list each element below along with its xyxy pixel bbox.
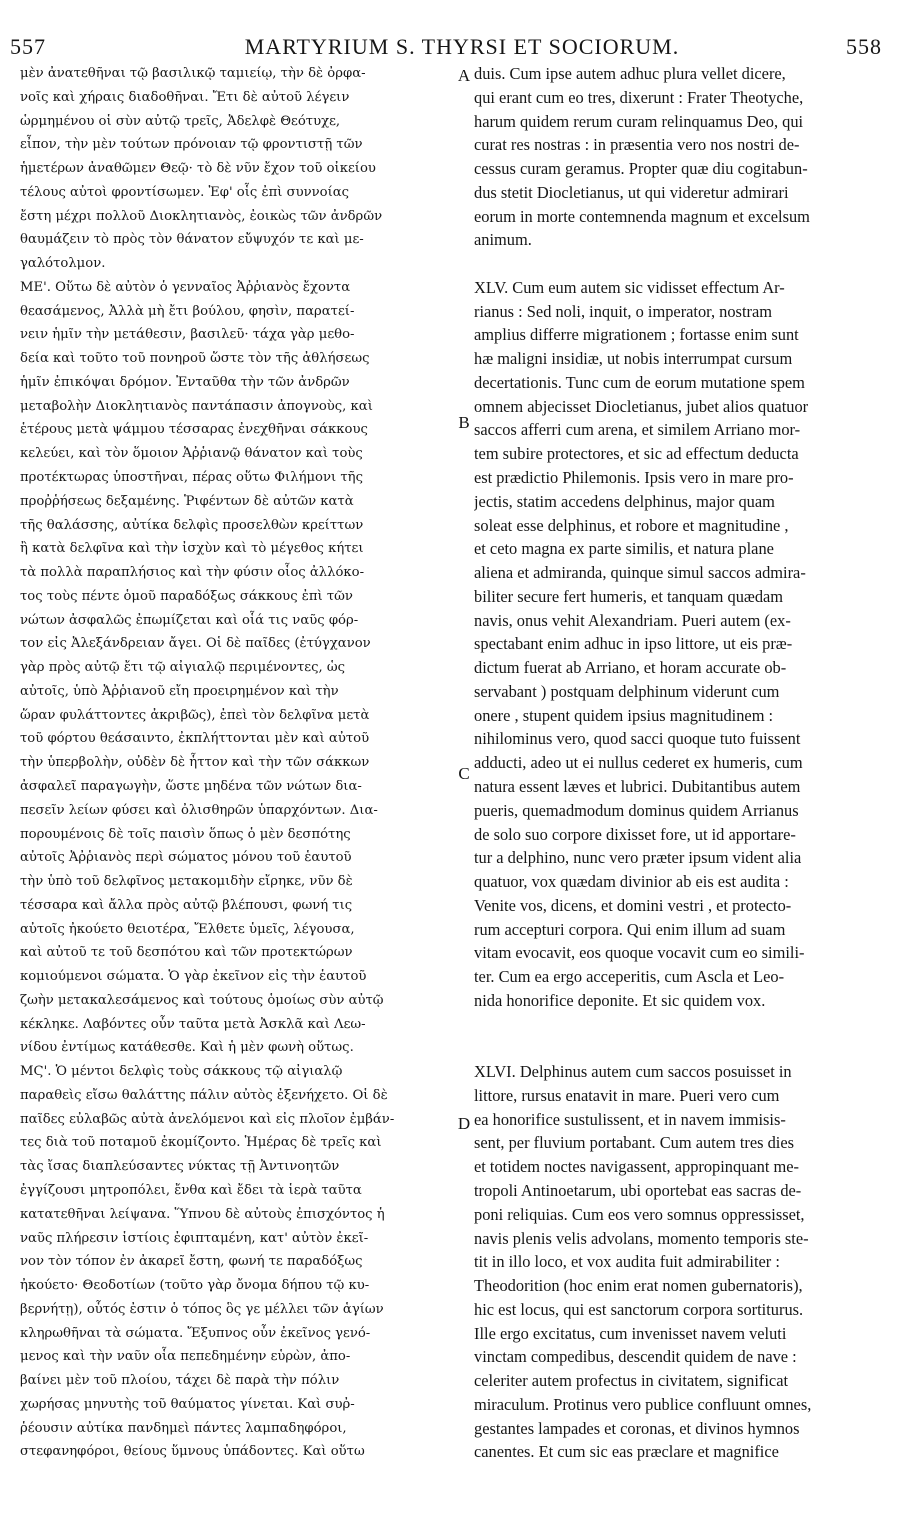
- greek-text-line: νώτων ἀσφαλῶς ἐπωμίζεται καὶ οἷά τις ναῦς φόρ-: [20, 612, 359, 628]
- latin-text-line: soleat esse delphinus, et robore et magnitudine ,: [474, 515, 789, 535]
- latin-text-line: canentes. Et cum sic eas præclare et magnifice: [474, 1442, 779, 1462]
- greek-text-line: ὥραν φυλάττοντες ἀκριβῶς), ἐπεὶ τὸν δελφῖνα μετὰ: [20, 707, 370, 723]
- greek-text-line: θαυμάζειν τὸ πρὸς τὸν θάνατον εὔψυχόν τε καὶ με-: [20, 232, 364, 248]
- latin-text-line: hic est locus, qui est sanctorum corpora sortiturus.: [474, 1299, 804, 1319]
- latin-text-line: et totidem noctes navigassent, appropinquant me-: [474, 1157, 799, 1177]
- greek-text-line: θεασάμενος, Ἀλλὰ μὴ ἔτι βούλου, φησὶν, παρατεί-: [20, 303, 355, 319]
- latin-text-line: nida honorifice deponite. Et sic quidem vox.: [474, 990, 766, 1010]
- latin-text-line: Ille ergo excitatus, cum invenisset navem veluti: [474, 1323, 787, 1343]
- greek-text-line: πορουμένοις δὲ τοῖς παισὶν ὅπως ὁ μὲν δεσπότης: [20, 826, 351, 842]
- latin-text-line: [474, 252, 888, 276]
- latin-text-line: de solo suo corpore dixisset fore, ut id apportare-: [474, 824, 796, 844]
- latin-text-line: [474, 1013, 888, 1037]
- greek-text-line: βερνήτῃ), οὗτός ἐστιν ὁ τόπος ὃς γε μέλλει τῶν ἁγίων: [20, 1301, 384, 1317]
- greek-text-line: παῖδες εὐλαβῶς αὐτὰ ἀνελόμενοι καὶ εἰς πλοῖον ἐμβάν-: [20, 1111, 395, 1127]
- greek-text-line: προῤῥήσεως δεξαμένης. Ῥιφέντων δὲ αὐτῶν κατὰ: [20, 493, 354, 509]
- greek-text-line: χωρήσας μηνυτὴς τοῦ θαύματος γίνεται. Καὶ συῤ-: [20, 1396, 355, 1412]
- latin-text-line: jectis, statim accedens delphinus, major quam: [474, 491, 775, 511]
- latin-text-line: onere , stupent quidem ipsius magnitudinem :: [474, 705, 774, 725]
- latin-text-line: nihilominus vero, quod sacci quoque tuto fuissent: [474, 729, 801, 749]
- greek-text-line: νειν ἡμῖν τὴν μετάθεσιν, βασιλεῦ· τάχα γὰρ μεθο-: [20, 327, 355, 343]
- greek-text-line: μεταβολὴν Διοκλητιανὸς παντάπασιν ἀπογνοὺς, καὶ: [20, 398, 373, 414]
- latin-text-line: Theodorition (hoc enim erat nomen gubernatoris),: [474, 1276, 803, 1296]
- greek-text-line: ΜϚ'. Ὁ μέντοι δελφὶς τοὺς σάκκους τῷ αἰγιαλῷ: [20, 1064, 343, 1080]
- greek-text-line: δεία καὶ τοῦτο τοῦ πονηροῦ ὥστε τὸν τῆς ἀθλήσεως: [20, 351, 370, 367]
- greek-text-line: βαίνει μὲν τοῦ πλοίου, τάχει δὲ παρὰ τὴν πόλιν: [20, 1373, 340, 1389]
- latin-text-line: tem subire protectores, et sic ad effectum deducta: [474, 444, 799, 464]
- latin-text-line: eorum in morte contemnenda magnum et excelsum: [474, 206, 810, 226]
- greek-text-line: ἡμετέρων ἀναθῶμεν Θεῷ· τὸ δὲ νῦν ἔχον τοῦ οἰκείου: [20, 161, 376, 177]
- greek-text-line: μενος καὶ τὴν ναῦν οἷα πεπεδημένην εὑρὼν, ἀπο-: [20, 1349, 351, 1365]
- latin-text-line: ea honorifice sustulissent, et in navem immisis-: [474, 1109, 786, 1129]
- greek-text-line: τῆς θαλάσσης, αὐτίκα δελφὶς προσελθὼν κρείττων: [20, 517, 364, 533]
- latin-text-line: omnem abjecisset Diocletianus, jubet alios quatuor: [474, 396, 809, 416]
- running-title: MARTYRIUM S. THYRSI ET SOCIORUM.: [244, 34, 680, 59]
- greek-text-line: τοῦ φόρτου θεάσαιντο, ἐκπλήττονται μὲν καὶ αὐτοῦ: [20, 731, 370, 747]
- greek-text-line: ἡμῖν ἐπικόψαι δρόμον. Ἐνταῦθα τὴν τῶν ἀνδρῶν: [20, 374, 350, 390]
- greek-text-line: καὶ αὐτοῦ τε τοῦ δεσπότου καὶ τῶν προτεκτώρων: [20, 945, 353, 961]
- greek-text-line: τος τοὺς πέντε ὁμοῦ παραδόξως σάκκους ἐπὶ τῶν: [20, 588, 353, 604]
- margin-letter-c: C: [458, 764, 470, 783]
- latin-text-line: harum quidem rerum curam relinquamus Deo, qui: [474, 111, 804, 131]
- greek-text-line: τὴν ὑπὸ τοῦ δελφῖνος μετακομιδὴν εἴρηκε, νῦν δὲ: [20, 874, 353, 890]
- latin-text-line: natura essent læves et lubrici. Dubitantibus autem: [474, 776, 801, 796]
- latin-text-line: littore, rursus enatavit in mare. Pueri vero cum: [474, 1085, 780, 1105]
- greek-text-line: τὴν ὑπερβολὴν, οὐδὲν δὲ ἧττον καὶ τὴν τῶν σάκκων: [20, 755, 370, 771]
- greek-text-line: τὰ πολλὰ παραπλήσιος καὶ τὴν φύσιν οἷος ἀλλόκο-: [20, 565, 365, 581]
- latin-text-line: Venite vos, dicens, et domini vestri , et protecto-: [474, 895, 792, 915]
- latin-text-line: tur a delphino, nunc vero præter ipsum vident alia: [474, 848, 802, 868]
- latin-text-line: vinctam compedibus, descendit quidem de nave :: [474, 1347, 797, 1367]
- greek-text-line: ἑτέρους μετὰ ψάμμου τέσσαρας ἐνεχθῆναι σάκκους: [20, 422, 368, 438]
- greek-text-line: τέσσαρα καὶ ἄλλα πρὸς αὐτῷ βλέπουσι, φωνή τις: [20, 897, 353, 913]
- latin-text-line: saccos afferri cum arena, et similem Arriano mor-: [474, 420, 801, 440]
- greek-text-line: αὐτοῖς ἠκούετο θειοτέρα, Ἔλθετε ὑμεῖς, λέγουσα,: [20, 921, 355, 937]
- latin-text-line: aliena et admiranda, quinque simul saccos admira-: [474, 563, 806, 583]
- latin-text-line: miraculum. Protinus vero publice confluunt omnes,: [474, 1394, 812, 1414]
- latin-text-line: animum.: [474, 230, 532, 250]
- latin-text-line: rum accepturi corpora. Qui enim illum ad suam: [474, 919, 786, 939]
- greek-text-line: ἀσφαλεῖ παραγωγὴν, ὥστε μηδένα τῶν νώτων δια-: [20, 778, 362, 794]
- margin-letter-a: A: [457, 66, 471, 85]
- greek-text-line: εἶπον, τὴν μὲν τούτων πρόνοιαν τῷ φροντιστῇ τῶν: [20, 137, 363, 153]
- running-header: [0, 22, 924, 62]
- greek-text-line: αὐτοῖς Ἀῤῥιανὸς περὶ σώματος μόνου τοῦ ἑαυτοῦ: [20, 850, 352, 866]
- latin-text-line: quatuor, vox quædam divinior ab eis est audita :: [474, 872, 789, 892]
- latin-text-line: tit in illo loco, et vox audita fuit admirabiliter :: [474, 1252, 780, 1272]
- greek-text-line: κέκληκε. Λαβόντες οὖν ταῦτα μετὰ Ἀσκλᾶ καὶ Λεω-: [20, 1016, 366, 1032]
- greek-text-line: νον τὸν τόπον ἐν ἀκαρεῖ ἔστη, φωνή τε παραδόξως: [20, 1254, 363, 1270]
- latin-text-line: poni reliquias. Cum eos vero somnus oppressisset,: [474, 1204, 805, 1224]
- latin-text-line: curat res nostras : in præsentia vero nos nostri de-: [474, 135, 800, 155]
- greek-text-line: τον εἰς Ἀλεξάνδρειαν ἄγει. Οἱ δὲ παῖδες (ἐτύγχανον: [20, 636, 371, 652]
- latin-text-line: duis. Cum ipse autem adhuc plura vellet dicere,: [474, 64, 786, 83]
- latin-text-line: dictum fuerat ab Arriano, et horam accurate ob-: [474, 658, 787, 678]
- latin-text-line: celeriter autem profectus in civitatem, significat: [474, 1371, 789, 1391]
- greek-text-line: ΜΕ'. Οὕτω δὲ αὐτὸν ὁ γενναῖος Ἀῤῥιανὸς ἔχοντα: [20, 279, 351, 295]
- latin-text-line: biliter secure fert humeris, et tanquam quædam: [474, 586, 784, 606]
- greek-text-line: τὰς ἴσας διαπλεύσαντες νύκτας τῇ Ἀντινοητῶν: [20, 1159, 340, 1175]
- latin-text-line: tropoli Antinoetarum, ubi oportebat eas sacras de-: [474, 1180, 802, 1200]
- page-number-left: 557: [10, 34, 46, 59]
- latin-text-line: vitam evocavit, eos quoque vocavit cum eo simili-: [474, 943, 805, 963]
- greek-text-line: προτέκτωρας ὑποστῆναι, πέρας οὕτω Φιλήμονι τῆς: [20, 470, 363, 486]
- margin-letter-d: D: [457, 1114, 471, 1133]
- latin-text-line: XLVI. Delphinus autem cum saccos posuisset in: [474, 1062, 792, 1082]
- greek-text-line: κληρωθῆναι τὰ σώματα. Ἔξυπνος οὖν ἐκεῖνος γενό-: [20, 1325, 371, 1341]
- latin-text-line: dus stetit Diocletianus, ut qui videretur admirari: [474, 182, 789, 202]
- greek-text-line: γὰρ πρὸς αὐτῷ ἔτι τῷ αἰγιαλῷ περιμένοντες, ὡς: [20, 660, 345, 676]
- greek-text-line: κελεύει, καὶ τὸν ὅμοιον Ἀῤῥιανῷ θάνατον καὶ τοὺς: [20, 446, 363, 462]
- greek-text-line: κομιούμενοι σώματα. Ὁ γὰρ ἐκεῖνον εἰς τὴν ἑαυτοῦ: [20, 969, 367, 985]
- latin-text-line: rianus : Sed noli, inquit, o imperator, nostram: [474, 301, 772, 321]
- greek-text-line: ἔστη μέχρι πολλοῦ Διοκλητιανὸς, ἐοικὼς τῶν ἀνδρῶν: [20, 208, 383, 224]
- greek-text-line: πεσεῖν λείων φύσει καὶ ὀλισθηρῶν ὑπαρχόντων. Δια-: [20, 802, 378, 818]
- latin-text-line: navis plenis velis advolans, momento temporis ste-: [474, 1228, 809, 1248]
- margin-letter-b: B: [458, 413, 470, 432]
- greek-text-line: νίδου ἐντίμως κατάθεσθε. Καὶ ἡ μὲν φωνὴ οὕτως.: [20, 1040, 354, 1056]
- greek-text-line: τέλους αὐτοὶ φροντίσωμεν. Ἐφ' οἷς ἐπὶ συννοίας: [20, 184, 350, 200]
- latin-text-line: et ceto magna ex parte similis, et natura plane: [474, 539, 774, 559]
- greek-text-line: ζωὴν μετακαλεσάμενος καὶ τούτους ὁμοίως σὺν αὐτῷ: [20, 992, 384, 1008]
- greek-text-line: νοῖς καὶ χήραις διαδοθῆναι. Ἔτι δὲ αὐτοῦ λέγειν: [20, 89, 350, 105]
- greek-text-line: παραθεὶς εἴσω θαλάττης πάλιν αὐτὸς ἐξενήχετο. Οἱ δὲ: [20, 1087, 388, 1103]
- latin-text-line: cessus curam geramus. Propter quæ diu cogitabun-: [474, 159, 808, 179]
- page-number-right: 558: [846, 34, 882, 59]
- latin-text-line: decertationis. Tunc cum de eorum mutatione spem: [474, 372, 805, 392]
- greek-text-line: στεφανηφόροι, θείους ὕμνους ὑπάδοντες. Καὶ οὕτω: [20, 1444, 365, 1460]
- greek-text-line: ῥέουσιν αὐτίκα πανδημεὶ πάντες λαμπαδηφόροι,: [20, 1420, 347, 1436]
- latin-text-line: adducti, adeo ut ei nullus cederet ex humeris, cum: [474, 753, 803, 773]
- latin-text-line: sent, per fluvium portabant. Cum autem tres dies: [474, 1133, 795, 1153]
- latin-text-line: navis, onus vehit Alexandriam. Pueri autem (ex-: [474, 610, 791, 630]
- latin-text-line: est prædictio Philemonis. Ipsis vero in mare pro-: [474, 468, 794, 488]
- latin-text-line: amplius differre migrationem ; fortasse enim sunt: [474, 325, 799, 345]
- greek-text-line: τες διὰ τοῦ ποταμοῦ ἐκομίζοντο. Ἡμέρας δὲ τρεῖς καὶ: [20, 1135, 382, 1151]
- latin-text-line: servabant ) postquam delphinum viderunt cum: [474, 681, 780, 701]
- greek-text-line: κατατεθῆναι λείψανα. Ὕπνου δὲ αὐτοὺς ἐπισχόντος ἡ: [20, 1206, 385, 1222]
- latin-text-line: ter. Cum ea ergo acceperitis, cum Ascla et Leo-: [474, 967, 785, 987]
- latin-text-line: pueris, quemadmodum dominus quidem Arrianus: [474, 800, 799, 820]
- latin-text-line: XLV. Cum eum autem sic vidisset effectum Ar-: [474, 277, 785, 297]
- latin-text-line: qui erant cum eo tres, dixerunt : Frater Theotyche,: [474, 87, 804, 107]
- greek-text-line: ἠκούετο· Θεοδοτίων (τοῦτο γὰρ ὄνομα δήπου τῷ κυ-: [20, 1278, 370, 1294]
- greek-text-line: γαλότολμον.: [20, 256, 106, 272]
- latin-text-line: gestantes lampades et coronas, et divinos hymnos: [474, 1418, 800, 1438]
- greek-text-line: αὐτοῖς, ὑπὸ Ἀῤῥιανοῦ εἴη προειρημένον καὶ τὴν: [20, 683, 339, 699]
- latin-text-column: [474, 62, 888, 1540]
- greek-text-line: ἐγγίζουσι μητροπόλει, ἔνθα καὶ ἔδει τὰ ἱερὰ ταῦτα: [20, 1182, 362, 1198]
- greek-text-column: [20, 62, 450, 1540]
- latin-text-line: hæ maligni insidiæ, ut nobis interrumpat cursum: [474, 349, 793, 369]
- greek-text-line: ναῦς πλήρεσιν ἱστίοις ἐφιπταμένη, κατ' αὐτὸν ἐκεῖ-: [20, 1230, 369, 1246]
- latin-text-line: spectabant enim adhuc in ipso littore, ut eis præ-: [474, 634, 793, 654]
- greek-text-line: μὲν ἀνατεθῆναι τῷ βασιλικῷ ταμιείῳ, τὴν δὲ ὀρφα-: [20, 66, 366, 81]
- greek-text-line: ἢ κατὰ δελφῖνα καὶ τὴν ἰσχὺν καὶ τὸ μέγεθος κήτει: [20, 541, 364, 557]
- latin-text-line: [474, 1036, 888, 1060]
- greek-text-line: ὡρμημένου οἱ σὺν αὐτῷ τρεῖς, Ἀδελφὲ Θεότυχε,: [20, 113, 341, 129]
